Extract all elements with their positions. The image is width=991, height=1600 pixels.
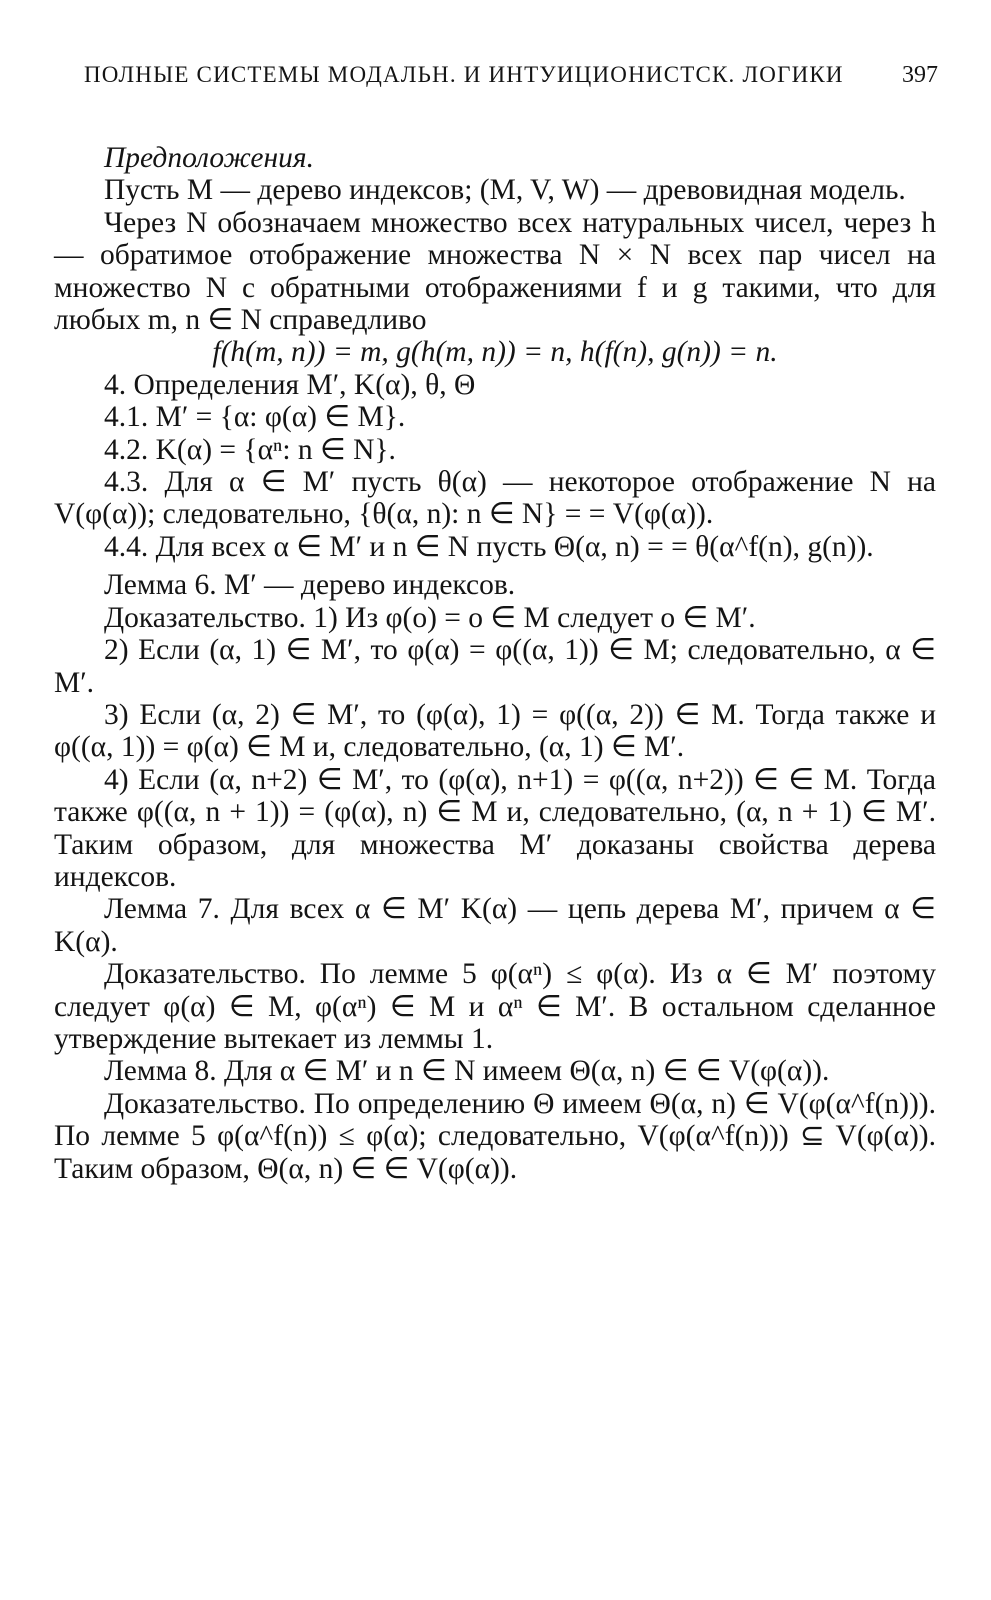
page-body bbox=[54, 142, 936, 1185]
paragraph: Пусть M — дерево индексов; (M, V, W) — древовидная модель. bbox=[104, 174, 906, 207]
running-header bbox=[84, 62, 940, 88]
proof-paragraph: Доказательство. 1) Из φ(o) = o ∈ M следует o ∈ M′. bbox=[104, 601, 756, 634]
definition-item: 4.2. K(α) = {αⁿ: n ∈ N}. bbox=[104, 433, 396, 466]
proof-paragraph: Доказательство. По лемме 5 φ(αⁿ) ≤ φ(α). Из α ∈ M′ поэтому следует φ(α) ∈ M, φ(αⁿ) ∈ M и αⁿ ∈ M′. В остальном сделанное утверждение вытекает из леммы 1. bbox=[54, 958, 936, 1055]
lemma-statement: Лемма 8. Для α ∈ M′ и n ∈ N имеем Θ(α, n) ∈ ∈ V(φ(α)). bbox=[104, 1055, 830, 1088]
lemma-statement: Лемма 7. Для всех α ∈ M′ K(α) — цепь дерева M′, причем α ∈ K(α). bbox=[54, 893, 936, 958]
proof-paragraph: 4) Если (α, n+2) ∈ M′, то (φ(α), n+1) = φ((α, n+2)) ∈ ∈ M. Тогда также φ((α, n + 1)) = (φ(α), n) ∈ M и, следовательно, (α, n + 1) ∈ M′. Таким образом, для множества M′ доказаны свойства дерева индексов. bbox=[54, 763, 936, 893]
page-number: 397 bbox=[902, 62, 938, 88]
proof-paragraph: 2) Если (α, 1) ∈ M′, то φ(α) = φ((α, 1)) ∈ M; следовательно, α ∈ M′. bbox=[54, 634, 936, 699]
definition-item: 4.4. Для всех α ∈ M′ и n ∈ N пусть Θ(α, n) = = θ(α^f(n), g(n)). bbox=[104, 530, 874, 563]
formula: f(h(m, n)) = m, g(h(m, n)) = n, h(f(n), g(n)) = n. bbox=[212, 336, 778, 369]
proof-paragraph: Доказательство. По определению Θ имеем Θ(α, n) ∈ V(φ(α^f(n))). По лемме 5 φ(α^f(n)) ≤ φ(α); следовательно, V(φ(α^f(n))) ⊆ V(φ(α)). Таким образом, Θ(α, n) ∈ ∈ V(φ(α)). bbox=[54, 1087, 936, 1185]
definitions-heading: 4. Определения M′, K(α), θ, Θ bbox=[104, 368, 476, 401]
paragraph: Через N обозначаем множество всех натуральных чисел, через h — обратимое отображение множества N × N всех пар чисел на множество N с обратными отображениями f и g такими, что для любых m, n ∈ N справедливо bbox=[54, 206, 936, 337]
definition-item: 4.1. M′ = {α: φ(α) ∈ M}. bbox=[104, 401, 406, 434]
assumptions-heading: Предположения. bbox=[104, 142, 314, 174]
proof-paragraph: 3) Если (α, 2) ∈ M′, то (φ(α), 1) = φ((α, 2)) ∈ M. Тогда также и φ((α, 1)) = φ(α) ∈ M и, следовательно, (α, 1) ∈ M′. bbox=[54, 698, 936, 764]
running-title: ПОЛНЫЕ СИСТЕМЫ МОДАЛЬН. И ИНТУИЦИОНИСТСК. ЛОГИКИ bbox=[84, 62, 844, 87]
lemma-statement: Лемма 6. M′ — дерево индексов. bbox=[104, 569, 516, 602]
definition-item: 4.3. Для α ∈ M′ пусть θ(α) — некоторое отображение N на V(φ(α)); следовательно, {θ(α, n): n ∈ N} = = V(φ(α)). bbox=[54, 466, 936, 531]
